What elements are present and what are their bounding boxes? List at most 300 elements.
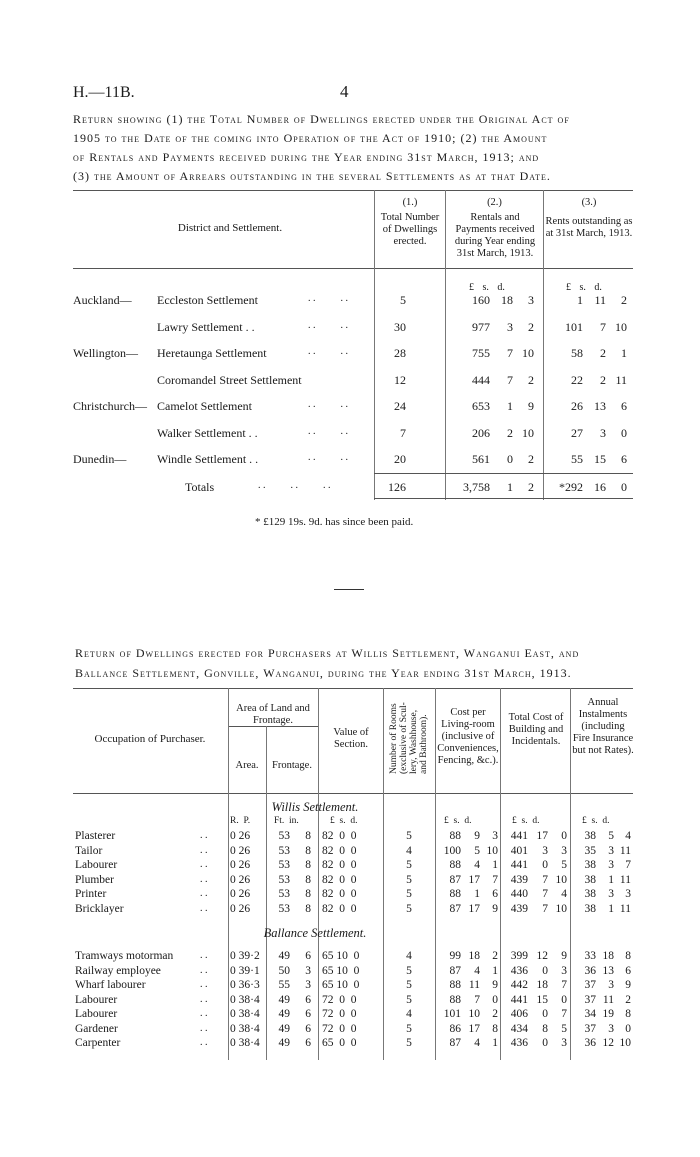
frontage-inches: 6 — [305, 1037, 311, 1049]
room-count: 4 — [406, 950, 412, 962]
total-pounds: 399 — [510, 950, 528, 962]
section-value: 65 10 0 — [322, 950, 360, 962]
rent-shillings: 1 — [507, 399, 513, 413]
total-pence: 0 — [561, 830, 567, 842]
instalment-pounds: 38 — [584, 859, 596, 871]
district-label: Wellington— — [73, 346, 139, 360]
table2-col-instalments: Annual Instalments (including Fire Insurance but not Rates). — [572, 697, 634, 756]
total-shillings: 0 — [542, 859, 548, 871]
cost-pence: 2 — [492, 1008, 498, 1020]
cost-pence: 7 — [492, 874, 498, 886]
outstanding-shillings: 2 — [600, 346, 606, 360]
table2-col-total-cost: Total Cost of Building and Incidentals. — [508, 712, 564, 747]
total-shillings: 0 — [542, 1008, 548, 1020]
total-dwellings: 20 — [394, 452, 406, 466]
occupation: Tailor — [75, 845, 103, 857]
total-shillings: 7 — [542, 874, 548, 886]
table2-col-divider — [435, 688, 436, 1060]
instalment-shillings: 3 — [608, 1023, 614, 1035]
instalment-pence: 11 — [619, 874, 631, 886]
total-pence: 7 — [561, 1008, 567, 1020]
area-value: 0 36·3 — [230, 979, 260, 991]
area-value: 0 26 — [230, 859, 251, 871]
room-count: 5 — [406, 994, 412, 1006]
rent-pounds: 755 — [472, 346, 490, 360]
leader-dots: . . — [200, 830, 208, 841]
total-dwellings: 126 — [388, 480, 406, 494]
room-count: 5 — [406, 1037, 412, 1049]
rent-pence: 9 — [528, 399, 534, 413]
rent-pence: 2 — [528, 320, 534, 334]
settlement-name: Lawry Settlement . . — [157, 320, 255, 334]
cost-shillings: 1 — [474, 888, 480, 900]
rent-pounds: 561 — [472, 452, 490, 466]
frontage-inches: 8 — [305, 845, 311, 857]
leader-dots: . . . . — [308, 320, 348, 331]
table1-title-line: Return showing (1) the Total Number of Dwellings erected under the Original Act of — [73, 112, 570, 126]
total-pounds: 441 — [510, 830, 528, 842]
outstanding-pounds: 1 — [577, 293, 583, 307]
unit-total: £ s. d. — [512, 816, 540, 826]
instalment-pence: 11 — [619, 903, 631, 915]
leader-dots: . . — [200, 965, 208, 976]
instalment-pence: 3 — [625, 888, 631, 900]
leader-dots: . . — [200, 903, 208, 914]
occupation: Labourer — [75, 859, 118, 871]
rent-shillings: 18 — [501, 293, 513, 307]
occupation: Labourer — [75, 994, 118, 1006]
table1-col1-label: Total Number of Dwellings erected. — [380, 212, 440, 247]
document-code: H.—11B. — [73, 84, 135, 101]
cost-shillings: 17 — [468, 903, 480, 915]
outstanding-shillings: 3 — [600, 426, 606, 440]
section-value: 72 0 0 — [322, 994, 357, 1006]
cost-pence: 3 — [492, 830, 498, 842]
section-value: 82 0 0 — [322, 874, 357, 886]
cost-pounds: 88 — [449, 859, 461, 871]
frontage-inches: 8 — [305, 830, 311, 842]
frontage-feet: 49 — [278, 1008, 290, 1020]
cost-pence: 6 — [492, 888, 498, 900]
cost-shillings: 17 — [468, 874, 480, 886]
frontage-feet: 49 — [278, 994, 290, 1006]
total-pence: 5 — [561, 1023, 567, 1035]
outstanding-pence: 11 — [615, 373, 627, 387]
section-value: 82 0 0 — [322, 830, 357, 842]
occupation: Plumber — [75, 874, 114, 886]
cost-pounds: 88 — [449, 830, 461, 842]
total-pounds: 442 — [510, 979, 528, 991]
table1-totals-rule — [374, 473, 633, 474]
leader-dots: . . . . — [308, 426, 348, 437]
leader-dots: . . — [200, 1008, 208, 1019]
rent-shillings: 7 — [507, 373, 513, 387]
instalment-shillings: 5 — [608, 830, 614, 842]
table1-col-divider — [374, 190, 375, 500]
total-pounds: 441 — [510, 994, 528, 1006]
table1-title-line: of Rentals and Payments received during the Year ending 31st March, 1913; and — [73, 150, 540, 164]
outstanding-shillings: 13 — [594, 399, 606, 413]
frontage-inches: 8 — [305, 874, 311, 886]
cost-pounds: 88 — [449, 888, 461, 900]
table1-col2-num: (2.) — [487, 197, 502, 208]
leader-dots: . . — [200, 845, 208, 856]
table2-col-area-frontage: Area of Land and Frontage. — [236, 703, 310, 726]
area-value: 0 26 — [230, 830, 251, 842]
cost-pence: 9 — [492, 979, 498, 991]
frontage-inches: 3 — [305, 979, 311, 991]
total-dwellings: 24 — [394, 399, 406, 413]
cost-shillings: 10 — [468, 1008, 480, 1020]
cost-pounds: 100 — [443, 845, 461, 857]
table1-footnote: * £129 19s. 9d. has since been paid. — [255, 516, 414, 528]
leader-dots: . . — [200, 888, 208, 899]
area-value: 0 26 — [230, 903, 251, 915]
room-count: 5 — [406, 979, 412, 991]
total-pence: 4 — [561, 888, 567, 900]
instalment-pence: 8 — [625, 1008, 631, 1020]
frontage-inches: 6 — [305, 1008, 311, 1020]
instalment-pounds: 38 — [584, 888, 596, 900]
frontage-feet: 53 — [278, 830, 290, 842]
total-pounds: 439 — [510, 874, 528, 886]
table2-col-area: Area. — [235, 760, 259, 771]
frontage-inches: 6 — [305, 1023, 311, 1035]
leader-dots: . . — [200, 874, 208, 885]
total-shillings: 0 — [542, 965, 548, 977]
frontage-feet: 53 — [278, 859, 290, 871]
frontage-feet: 53 — [278, 888, 290, 900]
cost-shillings: 11 — [468, 979, 480, 991]
table2-col-value: Value of Section. — [333, 727, 369, 750]
instalment-shillings: 19 — [602, 1008, 614, 1020]
total-pence: 10 — [555, 903, 567, 915]
rent-shillings: 3 — [507, 320, 513, 334]
occupation: Wharf labourer — [75, 979, 146, 991]
district-label: Dunedin— — [73, 452, 127, 466]
instalment-shillings: 18 — [602, 950, 614, 962]
table1-unit-outstanding: £ s. d. — [566, 282, 602, 293]
instalment-pounds: 38 — [584, 874, 596, 886]
cost-pounds: 87 — [449, 1037, 461, 1049]
rent-pounds: 160 — [472, 293, 490, 307]
table2-col-divider — [318, 688, 319, 1060]
room-count: 4 — [406, 1008, 412, 1020]
cost-pence: 9 — [492, 903, 498, 915]
occupation: Railway employee — [75, 965, 161, 977]
table2-col-divider — [228, 688, 229, 1060]
section-value: 82 0 0 — [322, 888, 357, 900]
total-pounds: 440 — [510, 888, 528, 900]
total-pounds: 439 — [510, 903, 528, 915]
cost-shillings: 18 — [468, 950, 480, 962]
outstanding-pounds: 22 — [571, 373, 583, 387]
rent-pence: 10 — [522, 346, 534, 360]
section-value: 65 10 0 — [322, 965, 360, 977]
instalment-pence: 2 — [625, 994, 631, 1006]
cost-pence: 2 — [492, 950, 498, 962]
table2-col-rooms — [384, 700, 434, 776]
leader-dots: . . — [200, 1037, 208, 1048]
rent-shillings: 7 — [507, 346, 513, 360]
instalment-pence: 9 — [625, 979, 631, 991]
cost-shillings: 4 — [474, 1037, 480, 1049]
total-dwellings: 12 — [394, 373, 406, 387]
table2-col-divider — [570, 688, 571, 1060]
rent-pence: 2 — [528, 480, 534, 494]
total-pence: 3 — [561, 1037, 567, 1049]
rent-pounds: 977 — [472, 320, 490, 334]
total-shillings: 17 — [536, 830, 548, 842]
instalment-shillings: 1 — [608, 903, 614, 915]
occupation: Carpenter — [75, 1037, 121, 1049]
total-pence: 9 — [561, 950, 567, 962]
table1-col-district: District and Settlement. — [177, 222, 283, 234]
total-shillings: 12 — [536, 950, 548, 962]
outstanding-pence: 10 — [615, 320, 627, 334]
frontage-inches: 6 — [305, 994, 311, 1006]
area-value: 0 39·2 — [230, 950, 260, 962]
instalment-pounds: 38 — [584, 830, 596, 842]
instalment-pounds: 36 — [584, 1037, 596, 1049]
table1-title-line: (3) the Amount of Arrears outstanding in the several Settlements as at that Date. — [73, 169, 551, 183]
table2-col-rooms-line: lery, Washhouse, — [409, 709, 419, 774]
table2-title-line: Ballance Settlement, Gonville, Wanganui, during the Year ending 31st March, 1913. — [75, 666, 572, 680]
table2-col-frontage: Frontage. — [272, 760, 312, 771]
table1-col1-num: (1.) — [402, 197, 418, 208]
instalment-shillings: 1 — [608, 874, 614, 886]
outstanding-pence: 1 — [621, 346, 627, 360]
cost-pence: 1 — [492, 859, 498, 871]
table1-title-line: 1905 to the Date of the coming into Operation of the Act of 1910; (2) the Amount — [73, 131, 548, 145]
cost-pence: 8 — [492, 1023, 498, 1035]
total-shillings: 3 — [542, 845, 548, 857]
section-value: 65 0 0 — [322, 1037, 357, 1049]
room-count: 5 — [406, 888, 412, 900]
leader-dots: . . — [200, 859, 208, 870]
cost-pence: 1 — [492, 965, 498, 977]
frontage-feet: 53 — [278, 903, 290, 915]
cost-pence: 1 — [492, 1037, 498, 1049]
cost-pounds: 99 — [449, 950, 461, 962]
instalment-shillings: 12 — [602, 1037, 614, 1049]
table1-col3-num: (3.) — [581, 197, 597, 208]
leader-dots: . . . . . . — [258, 480, 331, 491]
table1-title — [73, 110, 633, 186]
page-number: 4 — [340, 82, 349, 101]
outstanding-pounds: *292 — [559, 480, 583, 494]
instalment-pounds: 38 — [584, 903, 596, 915]
total-shillings: 7 — [542, 888, 548, 900]
outstanding-pounds: 55 — [571, 452, 583, 466]
rent-pence: 10 — [522, 426, 534, 440]
table1-col3-label: Rents outstanding as at 31st March, 1913. — [545, 216, 633, 239]
total-pence: 7 — [561, 979, 567, 991]
instalment-pounds: 34 — [584, 1008, 596, 1020]
total-pounds: 436 — [510, 1037, 528, 1049]
area-value: 0 38·4 — [230, 1023, 260, 1035]
table2-col-cost-room: Cost per Living-room (inclusive of Conveniences, Fencing, &c.). — [437, 707, 499, 766]
occupation: Bricklayer — [75, 903, 124, 915]
rent-pence: 3 — [528, 293, 534, 307]
unit-value: £ s. d. — [330, 816, 358, 826]
section-value: 65 10 0 — [322, 979, 360, 991]
leader-dots: . . — [200, 950, 208, 961]
instalment-shillings: 11 — [602, 994, 614, 1006]
room-count: 5 — [406, 1023, 412, 1035]
section-value: 72 0 0 — [322, 1008, 357, 1020]
frontage-inches: 8 — [305, 859, 311, 871]
total-pence: 3 — [561, 845, 567, 857]
settlement-name: Coromandel Street Settlement — [157, 373, 302, 387]
unit-area: R. P. — [230, 816, 251, 826]
total-pounds: 436 — [510, 965, 528, 977]
total-pence: 3 — [561, 965, 567, 977]
rent-shillings: 0 — [507, 452, 513, 466]
cost-shillings: 7 — [474, 994, 480, 1006]
rent-shillings: 2 — [507, 426, 513, 440]
total-dwellings: 28 — [394, 346, 406, 360]
cost-pounds: 87 — [449, 903, 461, 915]
table2-header-rule — [73, 793, 633, 794]
outstanding-pence: 6 — [621, 399, 627, 413]
instalment-shillings: 3 — [608, 845, 614, 857]
cost-pence: 10 — [486, 845, 498, 857]
total-pounds: 401 — [510, 845, 528, 857]
leader-dots: . . . . — [308, 293, 348, 304]
frontage-feet: 50 — [278, 965, 290, 977]
frontage-feet: 53 — [278, 874, 290, 886]
outstanding-pounds: 58 — [571, 346, 583, 360]
area-value: 0 26 — [230, 845, 251, 857]
frontage-inches: 8 — [305, 888, 311, 900]
room-count: 5 — [406, 830, 412, 842]
occupation: Gardener — [75, 1023, 118, 1035]
total-pounds: 434 — [510, 1023, 528, 1035]
frontage-feet: 49 — [278, 1023, 290, 1035]
cost-shillings: 17 — [468, 1023, 480, 1035]
occupation: Plasterer — [75, 830, 116, 842]
area-value: 0 38·4 — [230, 1037, 260, 1049]
table2-col-divider — [266, 726, 267, 1060]
outstanding-shillings: 2 — [600, 373, 606, 387]
occupation: Printer — [75, 888, 107, 900]
cost-pounds: 86 — [449, 1023, 461, 1035]
instalment-pence: 7 — [625, 859, 631, 871]
total-shillings: 18 — [536, 979, 548, 991]
section-heading: Willis Settlement. — [271, 800, 359, 814]
table2-col-occupation: Occupation of Purchaser. — [94, 733, 206, 745]
settlement-name: Camelot Settlement — [157, 399, 252, 413]
room-count: 5 — [406, 903, 412, 915]
occupation: Tramways motorman — [75, 950, 174, 962]
rent-pence: 2 — [528, 373, 534, 387]
section-value: 82 0 0 — [322, 903, 357, 915]
area-value: 0 26 — [230, 888, 251, 900]
rent-shillings: 1 — [507, 480, 513, 494]
area-value: 0 26 — [230, 874, 251, 886]
outstanding-pounds: 101 — [565, 320, 583, 334]
occupation: Labourer — [75, 1008, 118, 1020]
total-pence: 5 — [561, 859, 567, 871]
district-label: Christchurch— — [73, 399, 147, 413]
area-value: 0 38·4 — [230, 994, 260, 1006]
table2-top-rule — [73, 688, 633, 689]
total-pence: 10 — [555, 874, 567, 886]
table2-col-rooms-line: Number of Rooms — [389, 703, 399, 774]
leader-dots: . . . . — [308, 452, 348, 463]
room-count: 5 — [406, 965, 412, 977]
table2-title-line: Return of Dwellings erected for Purchasers at Willis Settlement, Wanganui East, and — [75, 646, 580, 660]
outstanding-pence: 0 — [621, 426, 627, 440]
rent-pounds: 3,758 — [463, 480, 490, 494]
instalment-pounds: 37 — [584, 1023, 596, 1035]
frontage-inches: 6 — [305, 950, 311, 962]
table2-col-divider — [500, 688, 501, 1060]
room-count: 5 — [406, 874, 412, 886]
leader-dots: . . — [200, 979, 208, 990]
table2-title — [75, 643, 635, 683]
outstanding-pence: 0 — [621, 480, 627, 494]
instalment-pounds: 37 — [584, 994, 596, 1006]
cost-shillings: 5 — [474, 845, 480, 857]
instalment-pence: 0 — [625, 1023, 631, 1035]
rent-pounds: 206 — [472, 426, 490, 440]
outstanding-shillings: 15 — [594, 452, 606, 466]
section-value: 82 0 0 — [322, 845, 357, 857]
settlement-name: Heretaunga Settlement — [157, 346, 267, 360]
area-value: 0 39·1 — [230, 965, 260, 977]
unit-frontage: Ft. in. — [274, 816, 299, 826]
outstanding-pence: 6 — [621, 452, 627, 466]
instalment-pence: 6 — [625, 965, 631, 977]
frontage-feet: 53 — [278, 845, 290, 857]
cost-shillings: 4 — [474, 859, 480, 871]
settlement-name: Windle Settlement . . — [157, 452, 259, 466]
table1-col2-label: Rentals and Payments received during Year ending 31st March, 1913. — [454, 212, 536, 259]
frontage-feet: 49 — [278, 950, 290, 962]
outstanding-pounds: 27 — [571, 426, 583, 440]
total-dwellings: 30 — [394, 320, 406, 334]
instalment-pounds: 33 — [584, 950, 596, 962]
total-pence: 0 — [561, 994, 567, 1006]
instalment-pounds: 37 — [584, 979, 596, 991]
instalment-pence: 8 — [625, 950, 631, 962]
cost-shillings: 9 — [474, 830, 480, 842]
total-dwellings: 7 — [400, 426, 406, 440]
section-heading: Ballance Settlement. — [263, 926, 367, 940]
table1-header-rule — [73, 268, 633, 269]
room-count: 5 — [406, 859, 412, 871]
total-pounds: 441 — [510, 859, 528, 871]
rent-pounds: 653 — [472, 399, 490, 413]
cost-pounds: 87 — [449, 874, 461, 886]
total-dwellings: 5 — [400, 293, 406, 307]
total-pounds: 406 — [510, 1008, 528, 1020]
instalment-pounds: 35 — [584, 845, 596, 857]
cost-pounds: 87 — [449, 965, 461, 977]
room-count: 4 — [406, 845, 412, 857]
frontage-feet: 49 — [278, 1037, 290, 1049]
instalment-shillings: 3 — [608, 859, 614, 871]
outstanding-shillings: 16 — [594, 480, 606, 494]
outstanding-pence: 2 — [621, 293, 627, 307]
section-divider — [334, 589, 364, 590]
total-shillings: 8 — [542, 1023, 548, 1035]
cost-shillings: 4 — [474, 965, 480, 977]
instalment-pence: 11 — [619, 845, 631, 857]
instalment-shillings: 3 — [608, 888, 614, 900]
